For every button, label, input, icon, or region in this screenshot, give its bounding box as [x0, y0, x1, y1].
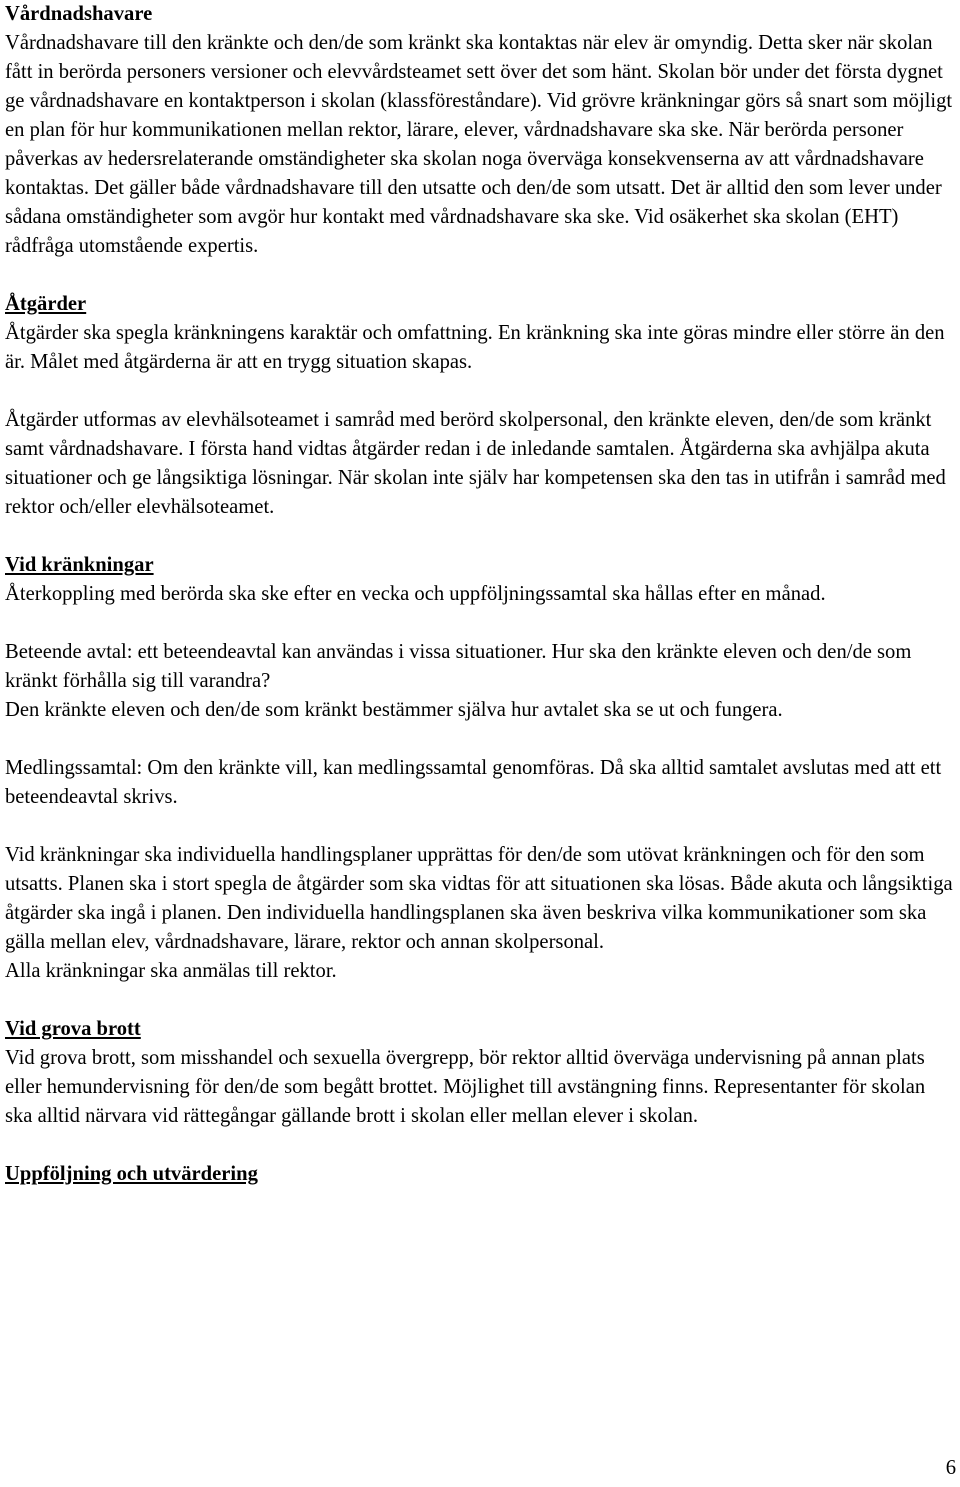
section-heading: Vid kränkningar [5, 554, 154, 576]
section-paragraph: Medlingssamtal: Om den kränkte vill, kan medlingssamtal genomföras. Då ska alltid samtalet avslutas med att ett beteendeavtal skrivs. [5, 757, 942, 808]
paragraph-gap [5, 377, 957, 406]
page-number: 6 [945, 1457, 956, 1479]
section-heading: Vårdnadshavare [5, 3, 153, 25]
paragraph-gap [5, 986, 957, 1015]
paragraph-gap [5, 1131, 957, 1160]
section-vid-krankningar [5, 551, 957, 986]
section-paragraph: Alla kränkningar ska anmälas till rektor. [5, 960, 337, 982]
section-paragraph: Vid grova brott, som misshandel och sexuella övergrepp, bör rektor alltid överväga undervisning på annan plats eller hemundervisning för den/de som begått brottet. Möjlighet till avstängning finns. Representanter för skolan ska alltid närvara vid rättegångar gällande brott i skolan eller mellan elever i skolan. [5, 1047, 926, 1127]
paragraph-gap [5, 261, 957, 290]
section-paragraph: Vårdnadshavare till den kränkte och den/de som kränkt ska kontaktas när elev är omyndig. Detta sker när skolan fått in berörda personers versioner och elevvårdsteamet sett över det som hänt. Skolan bör under det första dygnet ge vårdnadshavare en kontaktperson i skolan (klassföreståndare). Vid grövre kränkningar görs så snart som möjligt en plan för hur kommunikationen mellan rektor, lärare, elever, vårdnadshavare ska ske. När berörda personer påverkas av hedersrelaterande omständigheter ska skolan noga överväga konsekvenserna av att vårdnadshavare kontaktas. Det gäller både vårdnadshavare till den utsatte och den/de som utsatt. Det är alltid den som lever under sådana omständigheter som avgör hur kontakt med vårdnadshavare ska ske. Vid osäkerhet ska skolan (EHT) rådfråga utomstående expertis. [5, 32, 953, 257]
section-heading: Uppföljning och utvärdering [5, 1163, 258, 1185]
section-paragraph: Beteende avtal: ett beteendeavtal kan användas i vissa situationer. Hur ska den kränkte eleven och den/de som kränkt förhålla sig till varandra? [5, 641, 912, 692]
section-paragraph: Vid kränkningar ska individuella handlingsplaner upprättas för den/de som utövat kränkningen och för den som utsatts. Planen ska i stort spegla de åtgärder som ska vidtas för att situationen ska lösas. Både akuta och långsiktiga åtgärder ska ingå i planen. Den individuella handlingsplanen ska även beskriva vilka kommunikationer som ska gälla mellan elev, vårdnadshavare, lärare, rektor och annan skolpersonal. [5, 844, 953, 953]
section-vid-grova-brott [5, 1015, 957, 1131]
section-paragraph: Åtgärder utformas av elevhälsoteamet i samråd med berörd skolpersonal, den kränkte eleven, den/de som kränkt samt vårdnadshavare. I första hand vidtas åtgärder redan i de inledande samtalen. Åtgärderna ska avhjälpa akuta situationer och ge långsiktiga lösningar. När skolan inte själv har kompetensen ska den tas in utifrån i samråd med rektor och/eller elevhälsoteamet. [5, 409, 946, 518]
section-heading: Vid grova brott [5, 1018, 141, 1040]
section-heading: Åtgärder [5, 293, 87, 315]
paragraph-gap [5, 725, 957, 754]
paragraph-gap [5, 609, 957, 638]
document-page [5, 0, 957, 1189]
section-paragraph: Den kränkte eleven och den/de som kränkt bestämmer själva hur avtalet ska se ut och fungera. [5, 699, 783, 721]
section-vardnadshavare [5, 0, 957, 261]
section-paragraph: Återkoppling med berörda ska ske efter en vecka och uppföljningssamtal ska hållas efter en månad. [5, 583, 826, 605]
section-paragraph: Åtgärder ska spegla kränkningens karaktär och omfattning. En kränkning ska inte göras mindre eller större än den är. Målet med åtgärderna är att en trygg situation skapas. [5, 322, 945, 373]
paragraph-gap [5, 522, 957, 551]
section-atgarder [5, 290, 957, 522]
paragraph-gap [5, 812, 957, 841]
section-uppfoljning [5, 1160, 957, 1189]
